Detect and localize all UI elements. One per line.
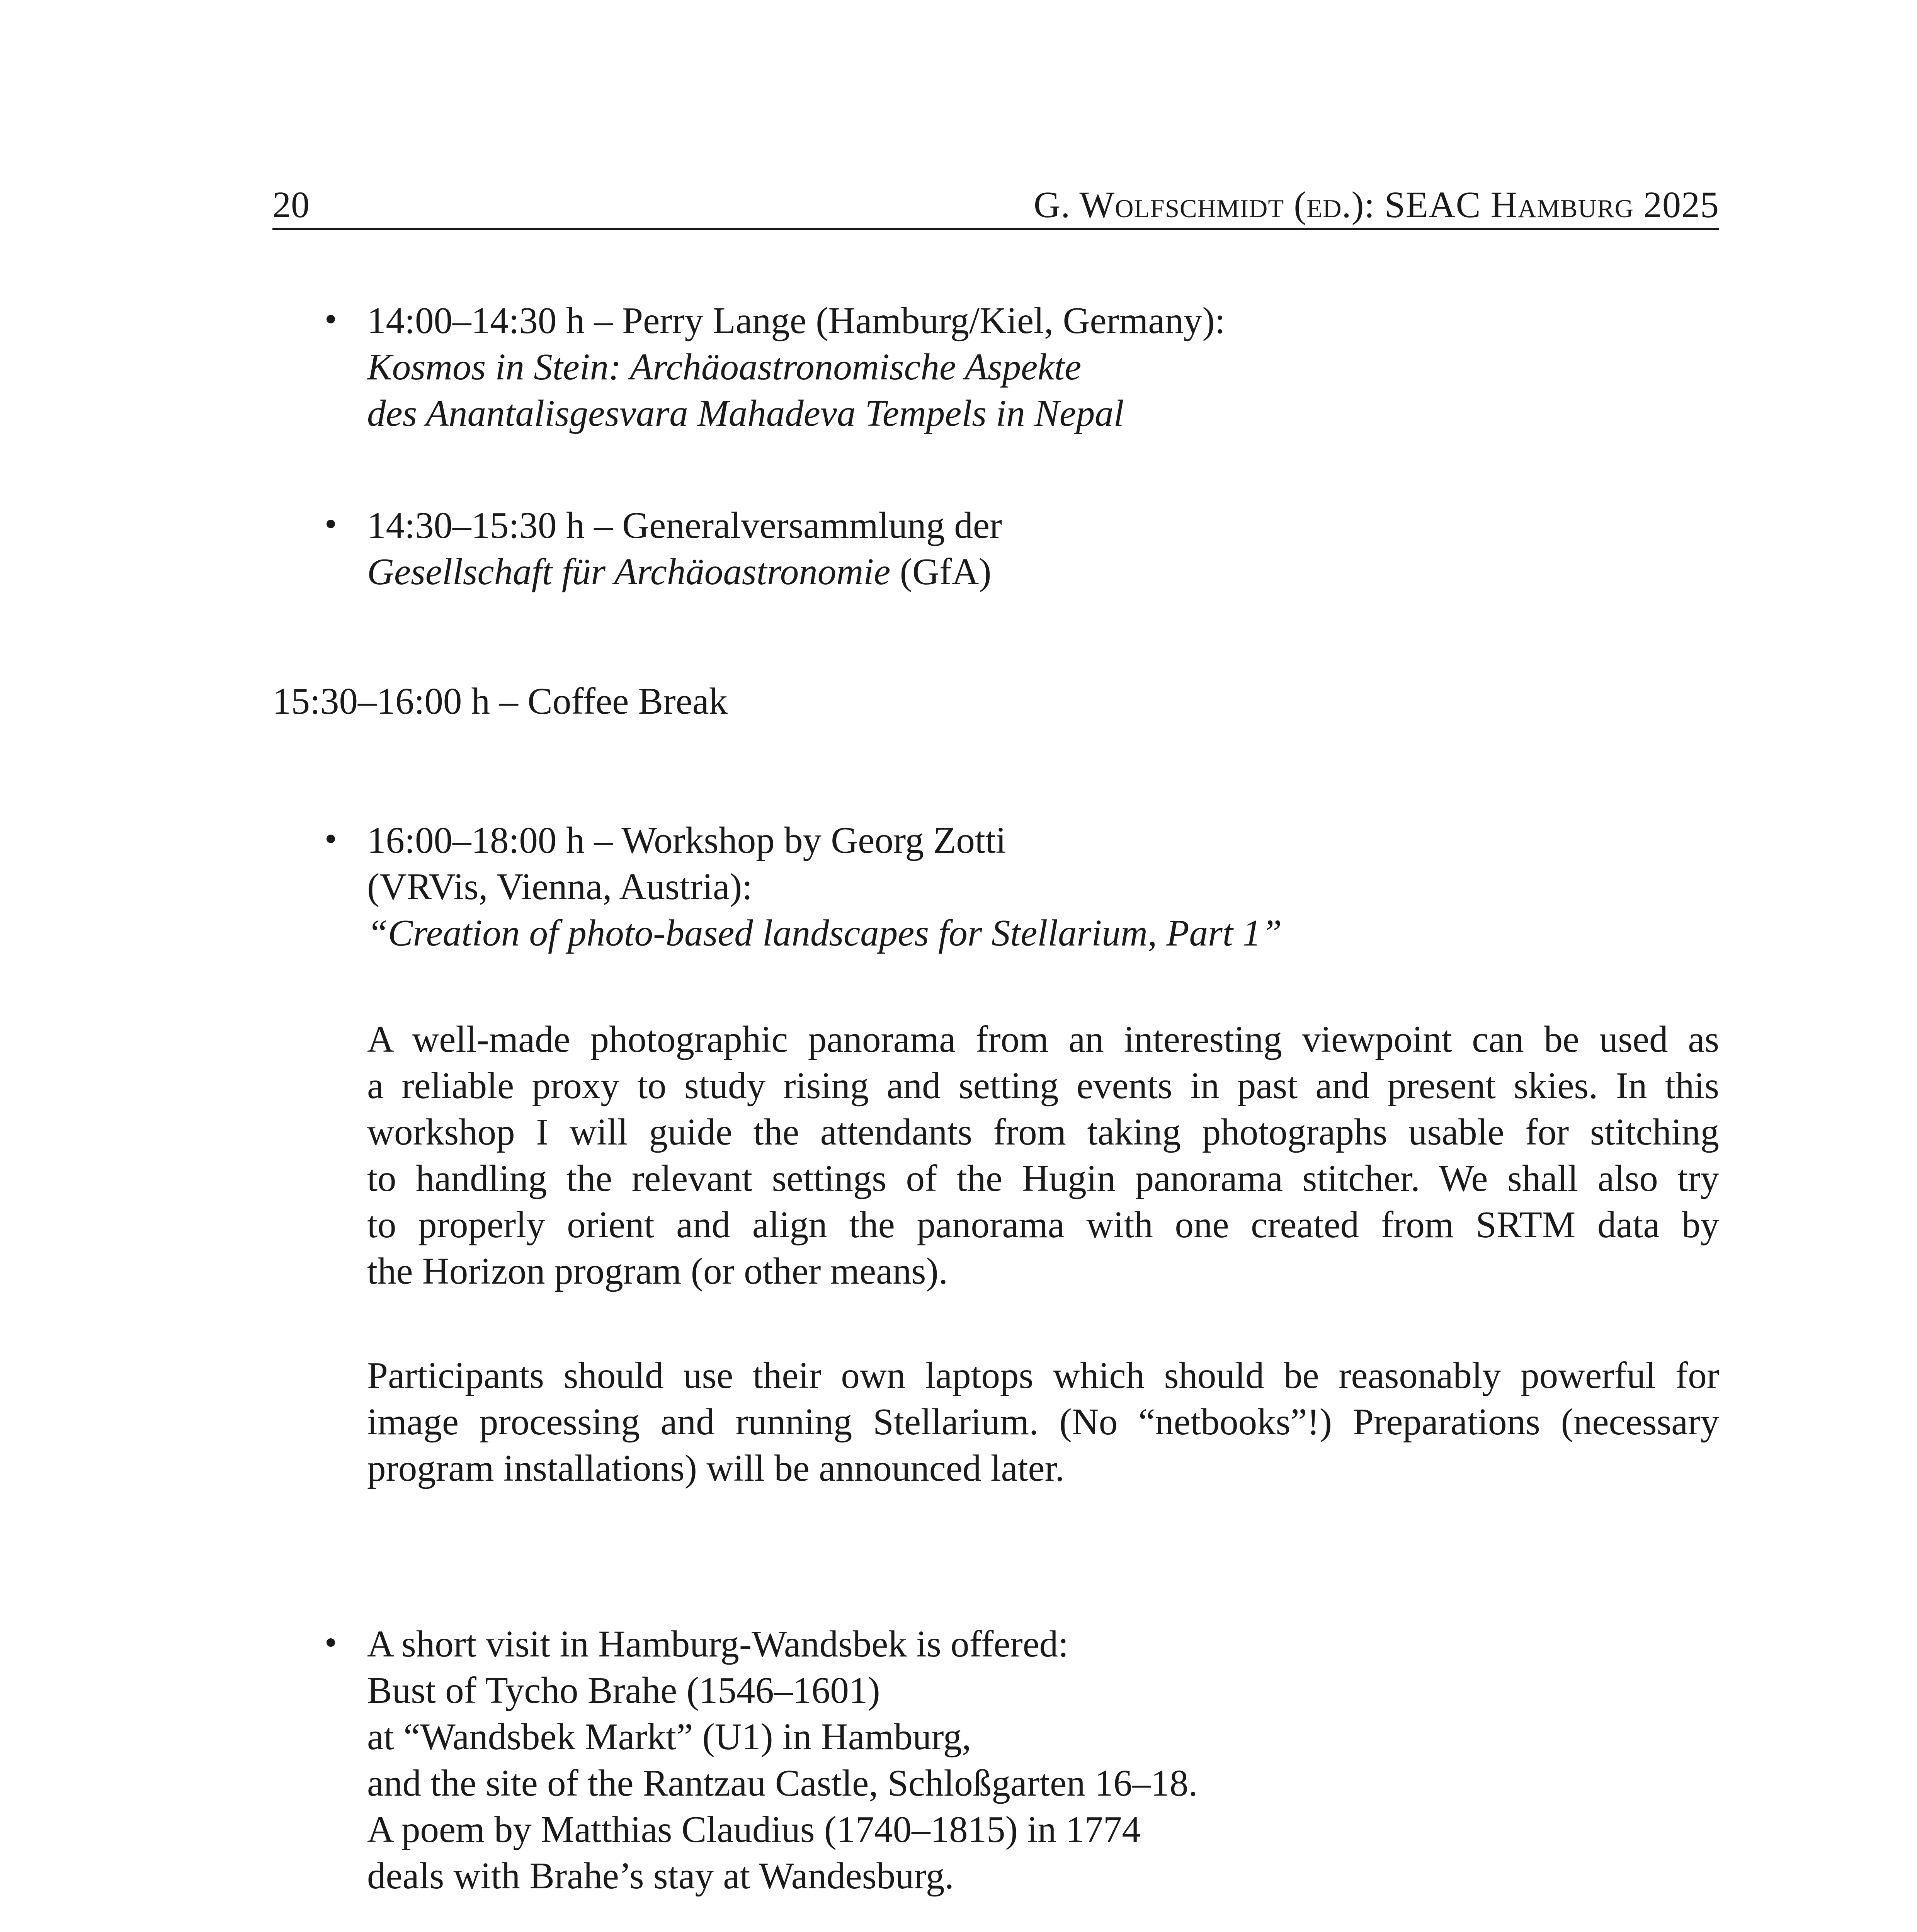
running-title: G. Wolfschmidt (ed.): SEAC Hamburg 2025 (1033, 184, 1719, 225)
program-item-workshop (367, 817, 1282, 956)
item-time-speaker: 14:00–14:30 h – Perry Lange (Hamburg/Kiel, Germany): (367, 300, 1225, 341)
item-talk-title: Kosmos in Stein: Archäoastronomische Aspekte (367, 346, 1082, 388)
paragraph-line: a reliable proxy to study rising and setting events in past and present skies. In this (367, 1065, 1719, 1106)
coffee-break-text: 15:30–16:00 h – Coffee Break (272, 680, 728, 722)
workshop-requirements-paragraph (367, 1352, 1719, 1492)
workshop-abstract-paragraph (367, 1016, 1719, 1294)
visit-line: Bust of Tycho Brahe (1546–1601) (367, 1670, 880, 1711)
item-organization (367, 549, 1002, 595)
bullet-icon (327, 1638, 335, 1647)
item-time-title: 14:30–15:30 h – Generalversammlung der (367, 505, 1002, 546)
workshop-affiliation: (VRVis, Vienna, Austria): (367, 866, 753, 907)
visit-line: A poem by Matthias Claudius (1740–1815) in 1774 (367, 1809, 1141, 1850)
paragraph-line: to properly orient and align the panorama with one created from SRTM data by (367, 1204, 1719, 1245)
coffee-break (272, 678, 728, 724)
paragraph-line: to handling the relevant settings of the Hugin panorama stitcher. We shall also try (367, 1158, 1719, 1199)
bullet-icon (327, 520, 335, 528)
paragraph-line: image processing and running Stellarium. (No “netbooks”!) Preparations (necessary (367, 1401, 1719, 1442)
page-number: 20 (272, 184, 310, 225)
program-item-visit (367, 1621, 1198, 1899)
program-item-lange (367, 298, 1225, 437)
paragraph-line: Participants should use their own laptops which should be reasonably powerful for (367, 1355, 1719, 1396)
paragraph-line: workshop I will guide the attendants from taking photographs usable for stitching (367, 1111, 1719, 1153)
visit-line: at “Wandsbek Markt” (U1) in Hamburg, (367, 1716, 971, 1757)
visit-line: and the site of the Rantzau Castle, Schloßgarten 16–18. (367, 1762, 1198, 1804)
workshop-title: “Creation of photo-based landscapes for Stellarium, Part 1” (367, 912, 1282, 954)
bullet-icon (327, 315, 335, 323)
organization-abbr: (GfA) (890, 551, 992, 592)
visit-line: A short visit in Hamburg-Wandsbek is offered: (367, 1623, 1069, 1665)
visit-line: deals with Brahe’s stay at Wandesburg. (367, 1855, 954, 1896)
workshop-time-host: 16:00–18:00 h – Workshop by Georg Zotti (367, 820, 1006, 861)
paragraph-line: the Horizon program (or other means). (367, 1250, 948, 1292)
item-talk-title: des Anantalisgesvara Mahadeva Tempels in Nepal (367, 393, 1124, 434)
program-item-general-assembly (367, 502, 1002, 595)
paragraph-line: A well-made photographic panorama from an interesting viewpoint can be used as (367, 1019, 1719, 1060)
bullet-icon (327, 835, 335, 843)
organization-name: Gesellschaft für Archäoastronomie (367, 551, 891, 592)
header-rule (272, 228, 1719, 230)
running-header (272, 182, 1719, 228)
paragraph-line: program installations) will be announced later. (367, 1447, 1065, 1489)
